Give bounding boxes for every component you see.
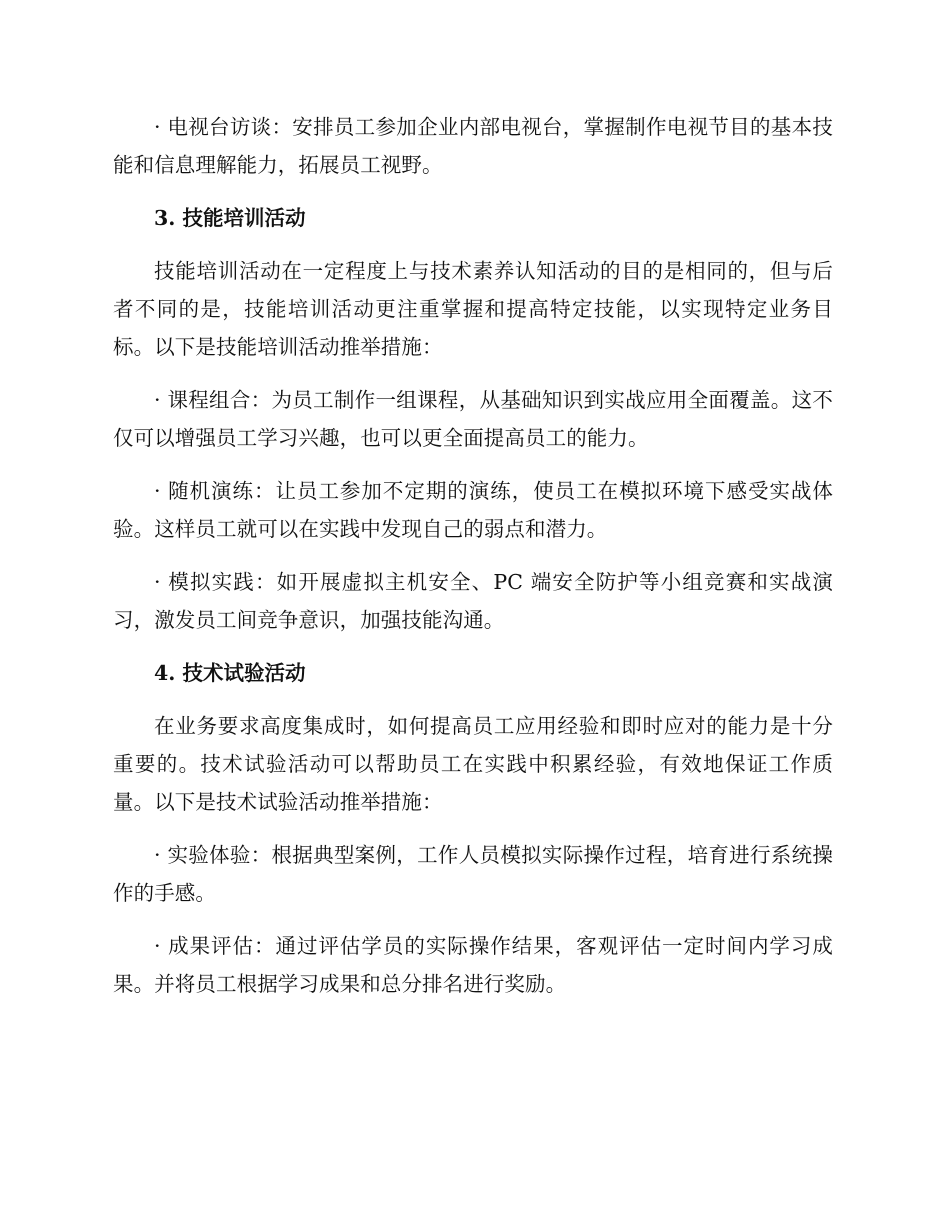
bullet-tv-interview: · 电视台访谈：安排员工参加企业内部电视台，掌握制作电视节目的基本技能和信息理解能力，拓展员工视野。 [113, 115, 833, 177]
bullet-simulation-practice: · 模拟实践：如开展虚拟主机安全、PC 端安全防护等小组竞赛和实战演习，激发员工间竞争意识，加强技能沟通。 [113, 570, 833, 632]
paragraph-tech-experiment-intro: 在业务要求高度集成时，如何提高员工应用经验和即时应对的能力是十分重要的。技术试验活动可以帮助员工在实践中积累经验，有效地保证工作质量。以下是技术试验活动推举措施： [113, 714, 833, 814]
bullet-random-drill: · 随机演练：让员工参加不定期的演练，使员工在模拟环境下感受实战体验。这样员工就可以在实践中发现自己的弱点和潜力。 [113, 479, 833, 541]
paragraph-skill-training-intro: 技能培训活动在一定程度上与技术素养认知活动的目的是相同的，但与后者不同的是，技能培训活动更注重掌握和提高特定技能，以实现特定业务目标。以下是技能培训活动推举措施： [113, 259, 833, 359]
section-heading-tech-experiment: 4. 技术试验活动 [154, 661, 306, 685]
bullet-experiment-experience: · 实验体验：根据典型案例，工作人员模拟实际操作过程，培育进行系统操作的手感。 [113, 843, 833, 905]
bullet-result-evaluation: · 成果评估：通过评估学员的实际操作结果，客观评估一定时间内学习成果。并将员工根据学习成果和总分排名进行奖励。 [113, 934, 833, 996]
bullet-course-combination: · 课程组合：为员工制作一组课程，从基础知识到实战应用全面覆盖。这不仅可以增强员工学习兴趣，也可以更全面提高员工的能力。 [113, 388, 833, 450]
document-body [113, 108, 833, 1018]
section-heading-skill-training: 3. 技能培训活动 [154, 206, 306, 230]
